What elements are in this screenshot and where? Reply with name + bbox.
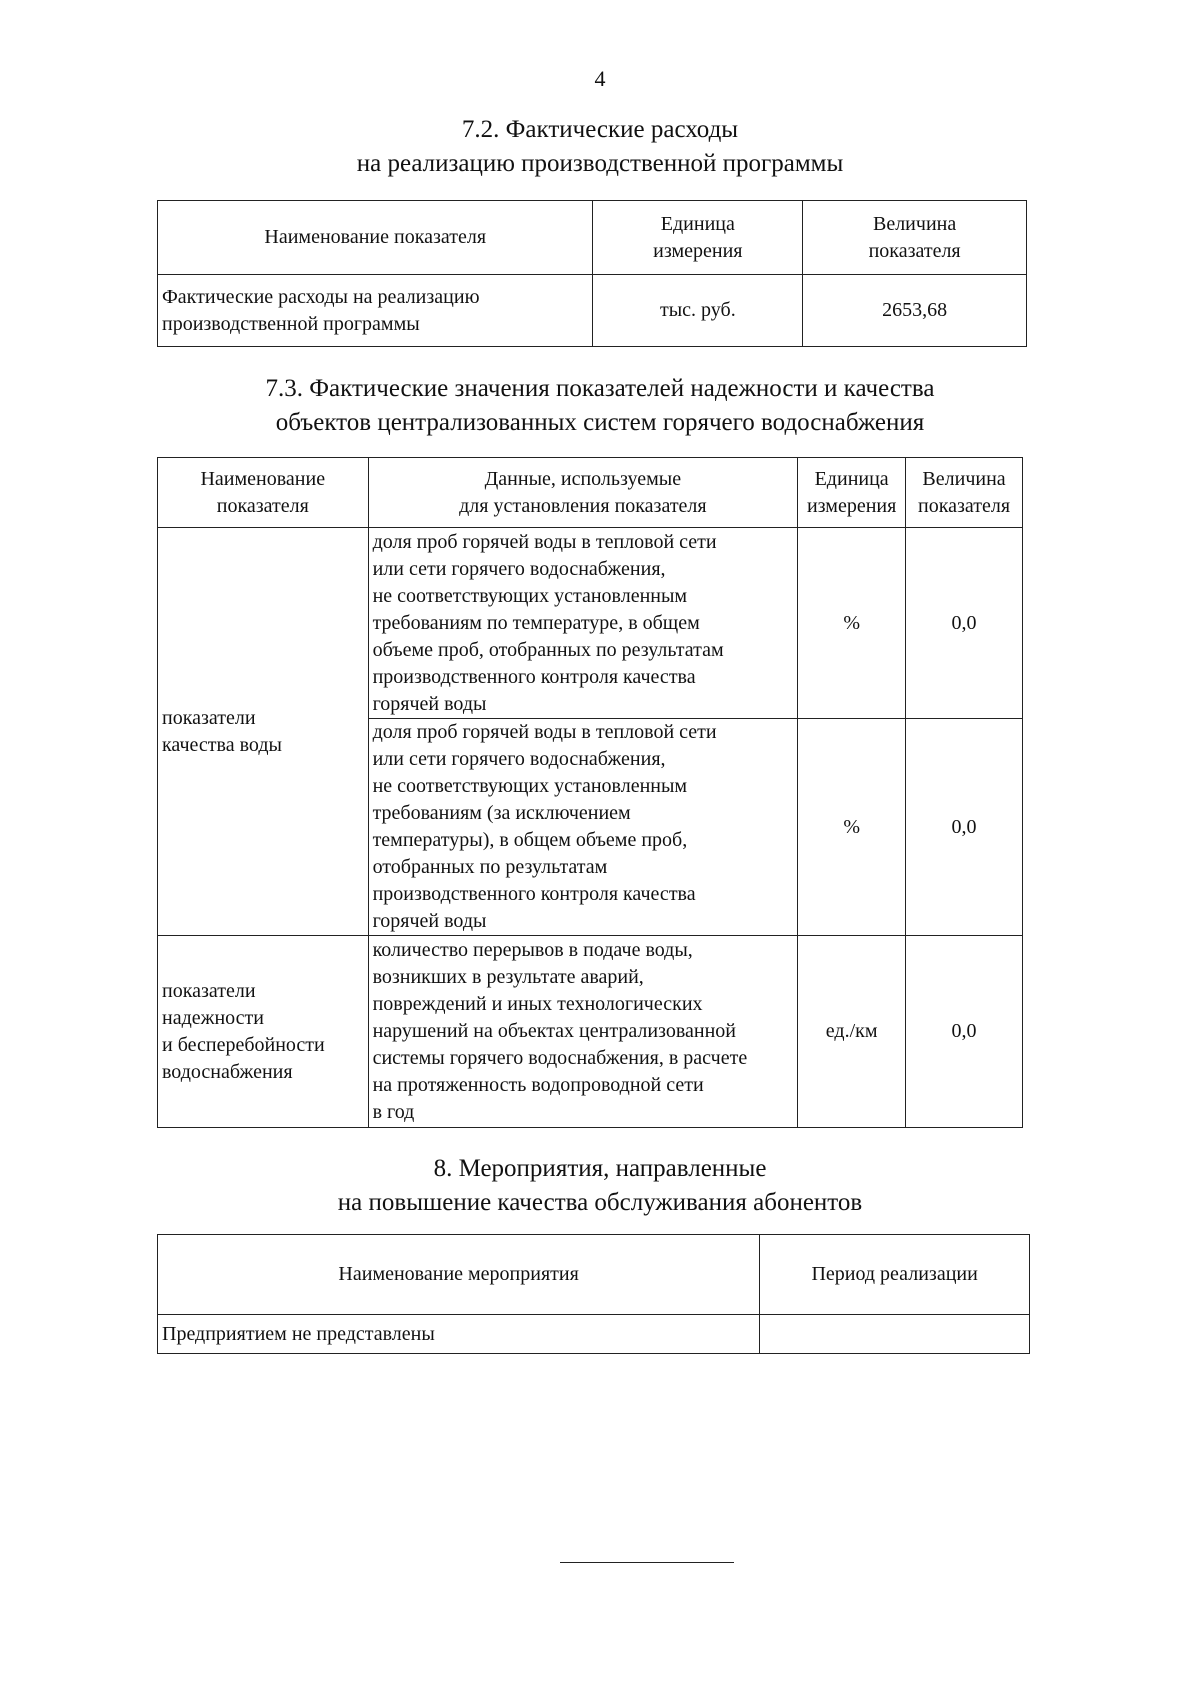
header-unit-line-2: измерения: [806, 494, 897, 517]
data-line: производственного контроля качества: [372, 883, 696, 905]
header-value-line-1: Величина: [922, 467, 1006, 490]
data-description: [368, 528, 798, 719]
data-line: объеме проб, отобранных по результатам: [372, 638, 724, 661]
group-name-line-2: надежности: [162, 1006, 264, 1029]
data-line: горячей воды: [372, 692, 487, 715]
data-line: температуры), в общем объеме проб,: [372, 829, 688, 851]
header-measure-name: Наименование мероприятия: [158, 1235, 760, 1315]
page-number: 4: [594, 66, 606, 91]
section-8-title: [0, 1152, 1200, 1220]
data-line: не соответствующих установленным: [372, 775, 688, 797]
data-line: доля проб горячей воды в тепловой сети: [372, 721, 717, 743]
value-cell: 0,0: [906, 719, 1023, 936]
data-line: требованиям (за исключением: [372, 802, 631, 824]
data-line: горячей воды: [372, 910, 487, 932]
data-line: нарушений на объектах централизованной: [372, 1020, 737, 1042]
data-line: количество перерывов в подаче воды,: [372, 939, 693, 961]
data-line: возникших в результате аварий,: [372, 966, 644, 988]
table-row: [158, 528, 1023, 719]
expenses-table: [157, 200, 1027, 347]
group-name-line-2: качества воды: [162, 733, 282, 756]
data-description: [368, 719, 798, 936]
section-7-2-title-line-2: на реализацию производственной программы: [356, 150, 844, 177]
header-unit-line-2: измерения: [653, 239, 743, 262]
section-7-3-title-line-1: 7.3. Фактические значения показателей надежности и качества: [265, 375, 935, 402]
group-name-line-4: водоснабжения: [162, 1060, 293, 1083]
group-reliability-name: [158, 936, 369, 1128]
unit-cell: %: [798, 719, 906, 936]
section-8-title-line-1: 8. Мероприятия, направленные: [433, 1155, 767, 1182]
group-water-quality-name: [158, 528, 369, 936]
measure-name-cell: Предприятием не представлены: [158, 1315, 760, 1354]
measure-period-cell: [760, 1315, 1030, 1354]
expenses-row-value: 2653,68: [803, 275, 1027, 347]
unit-cell: %: [798, 528, 906, 719]
header-value: [803, 201, 1027, 275]
header-unit: [593, 201, 803, 275]
data-line: или сети горячего водоснабжения,: [372, 557, 666, 580]
expenses-row-name-line-2: производственной программы: [162, 312, 420, 335]
quality-reliability-table: [157, 457, 1023, 1128]
header-unit-line-1: Единица: [814, 467, 889, 490]
header-unit-line-1: Единица: [660, 212, 735, 235]
section-8-title-line-2: на повышение качества обслуживания абонентов: [337, 1189, 863, 1216]
header-indicator-name: [158, 458, 369, 528]
table-row: [158, 936, 1023, 1128]
data-line: на протяженность водопроводной сети: [372, 1074, 704, 1096]
group-name-line-1: показатели: [162, 979, 256, 1002]
section-7-3-title: [0, 372, 1200, 440]
header-data-line-2: для установления показателя: [459, 494, 707, 517]
expenses-row-name-line-1: Фактические расходы на реализацию: [162, 285, 480, 308]
data-line: в год: [372, 1101, 415, 1123]
header-value: [906, 458, 1023, 528]
header-unit: [798, 458, 906, 528]
end-divider: [560, 1562, 734, 1563]
group-name-line-3: и бесперебойности: [162, 1033, 325, 1056]
value-cell: 0,0: [906, 528, 1023, 719]
header-value-line-1: Величина: [872, 212, 957, 235]
header-value-line-2: показателя: [918, 494, 1011, 517]
header-indicator-name: Наименование показателя: [158, 201, 593, 275]
data-line: требованиям по температуре, в общем: [372, 611, 700, 634]
expenses-row-name: [158, 275, 593, 347]
table-row: [158, 1315, 1030, 1354]
header-name-line-1: Наименование: [200, 467, 326, 490]
value-cell: 0,0: [906, 936, 1023, 1128]
data-line: системы горячего водоснабжения, в расчете: [372, 1047, 748, 1069]
header-data-used: [368, 458, 798, 528]
data-description: [368, 936, 798, 1128]
section-7-2-title: [0, 113, 1200, 181]
group-name-line-1: показатели: [162, 706, 256, 729]
expenses-row-unit: тыс. руб.: [593, 275, 803, 347]
data-line: повреждений и иных технологических: [372, 993, 703, 1015]
data-line: доля проб горячей воды в тепловой сети: [372, 530, 717, 553]
measures-table: [157, 1234, 1030, 1354]
unit-cell: ед./км: [798, 936, 906, 1128]
header-data-line-1: Данные, используемые: [484, 467, 682, 490]
section-7-3-title-line-2: объектов централизованных систем горячего водоснабжения: [275, 409, 925, 436]
data-line: или сети горячего водоснабжения,: [372, 748, 666, 770]
header-period: Период реализации: [760, 1235, 1030, 1315]
header-value-line-2: показателя: [868, 239, 961, 262]
data-line: отобранных по результатам: [372, 856, 608, 878]
section-7-2-title-line-1: 7.2. Фактические расходы: [461, 116, 739, 143]
header-name-line-2: показателя: [216, 494, 309, 517]
data-line: не соответствующих установленным: [372, 584, 688, 607]
data-line: производственного контроля качества: [372, 665, 696, 688]
